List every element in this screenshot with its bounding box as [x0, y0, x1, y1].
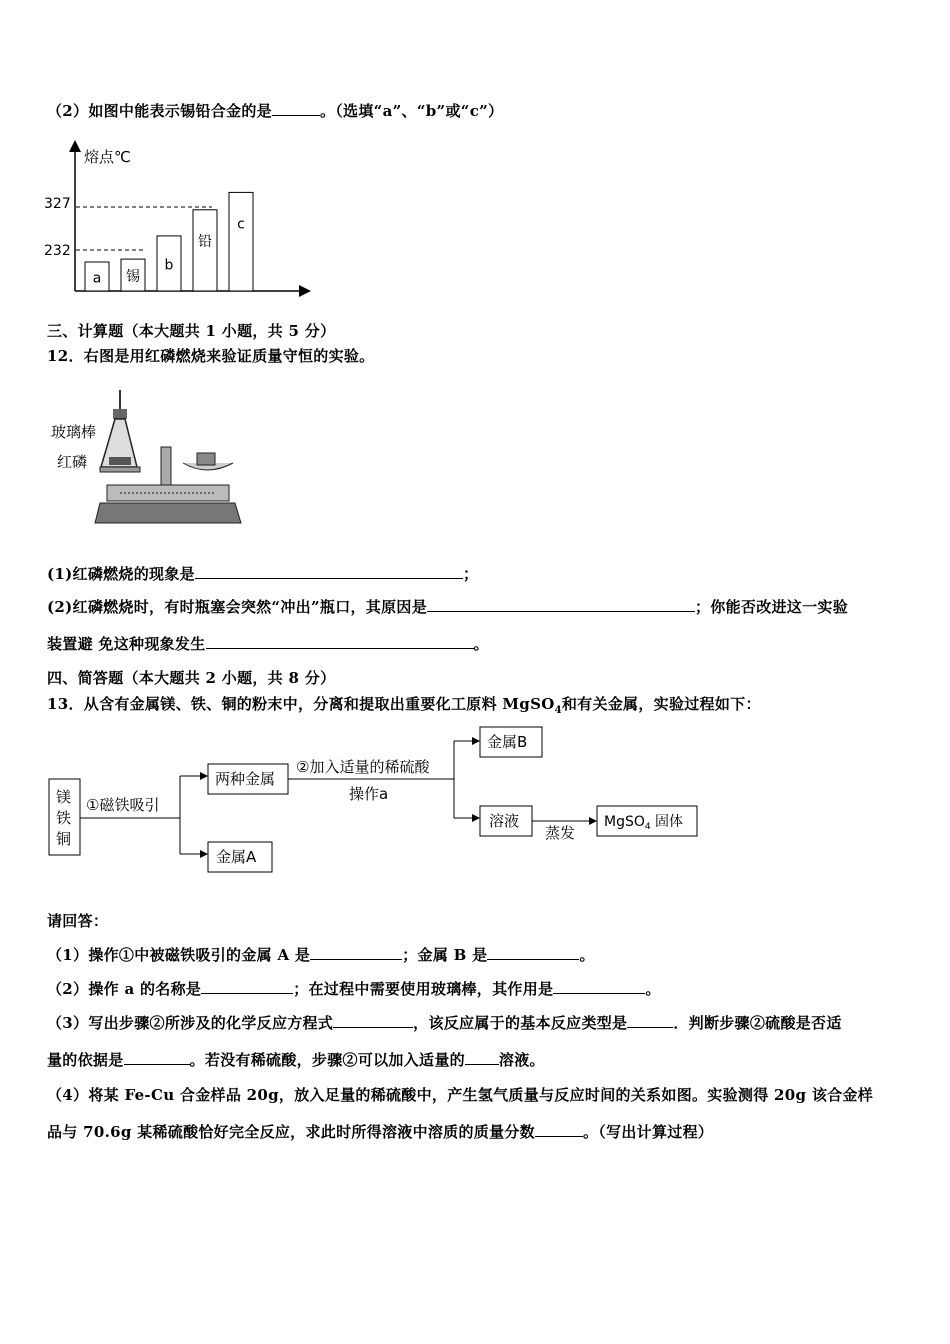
step1-label: ①磁铁吸引: [86, 796, 160, 814]
step2-label: ②加入适量的稀硫酸: [296, 758, 430, 776]
question-13-stem: 13．从含有金属镁、铁、铜的粉末中，分离和提取出重要化工原料 MgSO$_4$和有关金属，实验过程如下：: [47, 695, 761, 716]
section-3-heading: 三、计算题（本大题共 1 小题，共 5 分）: [47, 322, 336, 340]
answer-blank[interactable]: [124, 1050, 190, 1065]
bar-label: 锡: [126, 269, 140, 286]
op-a-label: 操作a: [349, 785, 389, 803]
bar-label: 铅: [198, 233, 212, 250]
answer-4-line-1: （4）将某 Fe-Cu 合金样品 20g，放入足量的稀硫酸中，产生氢气质量与反应时间的关系如图。实验测得 20g 该合金样: [47, 1086, 874, 1104]
separation-flow-diagram: [40, 722, 720, 882]
answer-blank[interactable]: [195, 564, 463, 579]
answer-blank[interactable]: [201, 979, 293, 994]
balance-pillar: [161, 447, 171, 487]
y-axis-label: 熔点℃: [84, 148, 131, 166]
answer-blank[interactable]: [427, 597, 695, 612]
melting-point-bar-chart: [40, 140, 320, 300]
phosphorus-sample: [109, 457, 131, 465]
answer-blank[interactable]: [272, 101, 320, 116]
balance-apparatus-figure: [45, 385, 245, 540]
two-metals-label: 两种金属: [215, 770, 276, 788]
answer-blank[interactable]: [553, 979, 645, 994]
y-tick-label: 232: [44, 243, 71, 259]
y-tick-label: 327: [44, 196, 71, 212]
metal-b-label: 金属B: [487, 733, 528, 751]
question-12-stem: 12．右图是用红磷燃烧来验证质量守恒的实验。: [47, 347, 375, 365]
left-pan: [100, 467, 140, 472]
q12-part-2-cont: 装置避 免这种现象发生 。: [47, 635, 489, 653]
answer-3-line-2: 量的依据是 。若没有稀硫酸，步骤②可以加入适量的 溶液。: [47, 1051, 545, 1069]
red-phosphorus-label: 红磷: [57, 453, 88, 471]
metal-a-label: 金属A: [216, 848, 257, 866]
answer-3-line-1: （3）写出步骤②所涉及的化学反应方程式 ，该反应属于的基本反应类型是 ．判断步骤②硫酸是否适: [47, 1014, 842, 1032]
base: [95, 503, 241, 523]
bar-label: b: [164, 257, 174, 274]
bar-label: a: [92, 270, 102, 287]
answer-blank[interactable]: [465, 1050, 499, 1065]
answer-1: （1）操作①中被磁铁吸引的金属 A 是 ；金属 B 是 。: [47, 946, 595, 964]
section-4-heading: 四、简答题（本大题共 2 小题，共 8 分）: [47, 669, 336, 687]
q12-part-2: (2)红磷燃烧时，有时瓶塞会突然“冲出”瓶口，其原因是 ；你能否改进这一实验: [47, 598, 849, 616]
stopper: [113, 409, 127, 419]
answer-4-line-2: 品与 70.6g 某稀硫酸恰好完全反应，求此时所得溶液中溶质的质量分数 。（写出计算过程）: [47, 1123, 714, 1141]
glass-rod-label: 玻璃棒: [51, 423, 97, 441]
product-label: MgSO$_4$ 固体: [604, 814, 684, 832]
bar-label: c: [237, 216, 245, 233]
start-fe: 铁: [56, 809, 72, 827]
answer-blank[interactable]: [535, 1122, 583, 1137]
answer-blank[interactable]: [310, 945, 402, 960]
start-mg: 镁: [56, 788, 72, 806]
question-2-line: （2）如图中能表示锡铅合金的是 。（选填“a”、“b”或“c”）: [47, 102, 504, 120]
start-cu: 铜: [56, 830, 72, 848]
bar-5: [229, 192, 253, 291]
solution-label: 溶液: [489, 812, 520, 830]
evaporate-label: 蒸发: [545, 824, 576, 842]
answer-blank[interactable]: [333, 1013, 413, 1028]
answer-2: （2）操作 a 的名称是 ；在过程中需要使用玻璃棒，其作用是 。: [47, 980, 661, 998]
bar-4: [193, 210, 217, 291]
answer-blank[interactable]: [206, 634, 474, 649]
answer-prompt: 请回答：: [47, 912, 109, 930]
answer-blank[interactable]: [487, 945, 579, 960]
q12-part-1: (1)红磷燃烧的现象是 ；: [47, 565, 479, 583]
answer-blank[interactable]: [627, 1013, 673, 1028]
weights: [197, 453, 215, 465]
